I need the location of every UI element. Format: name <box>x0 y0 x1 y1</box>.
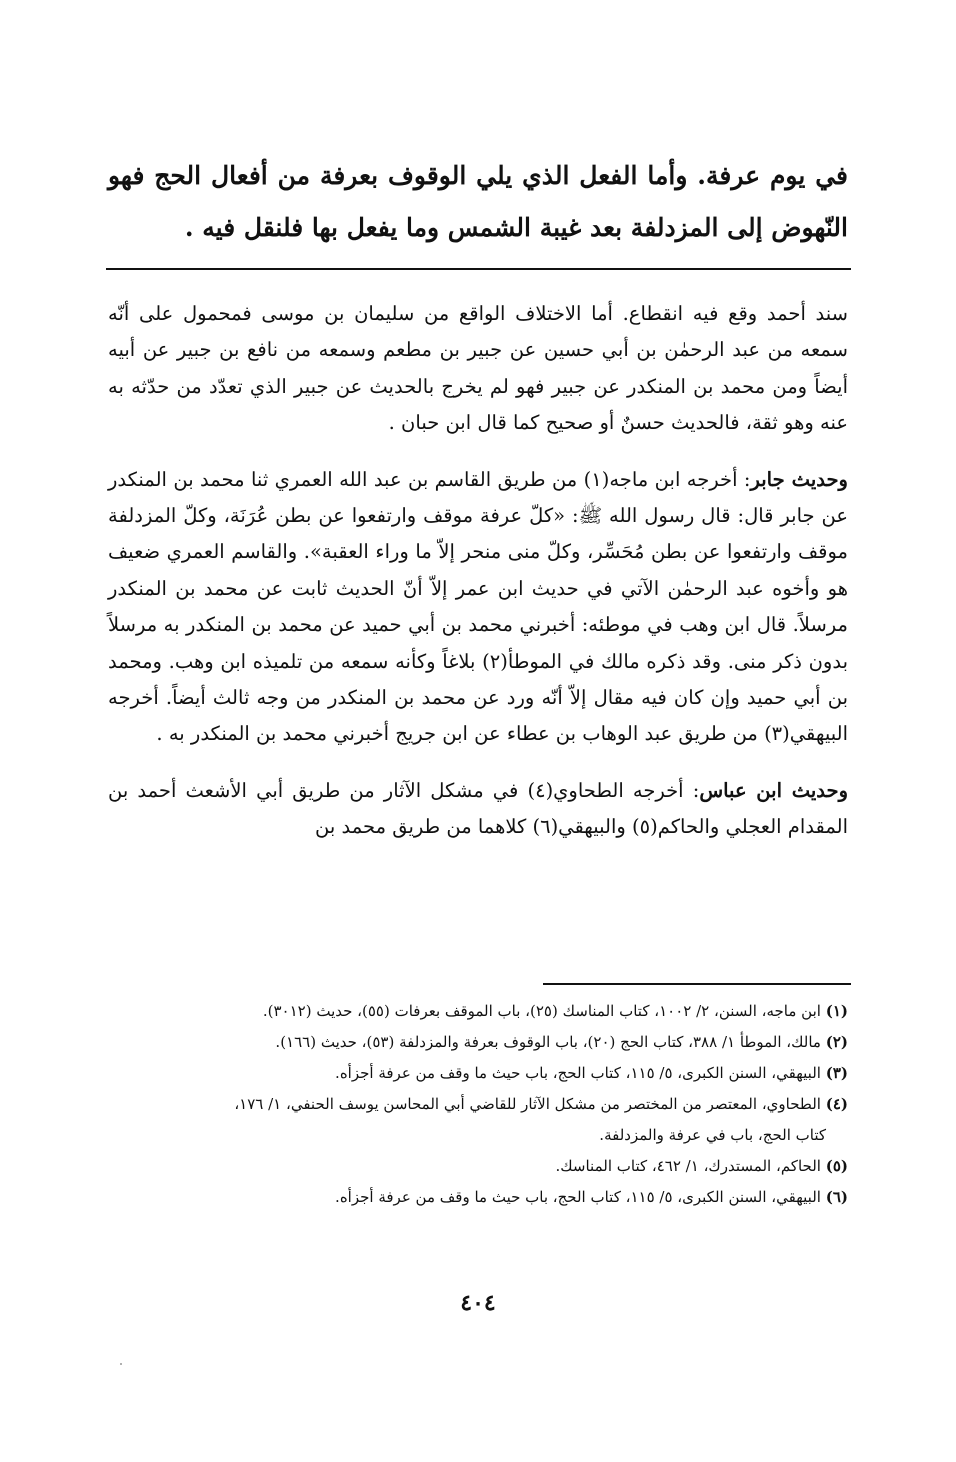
footnote-item <box>108 1182 848 1213</box>
paragraph-sanad-ahmad: سند أحمد وقع فيه انقطاع. أما الاختلاف الواقع من سليمان بن موسى فمحمول على أنّه سمعه من عبد الرحمٰن بن أبي حسين عن جبير بن مطعم وسمعه من نافع بن جبير عن أبيه أيضاً ومن محمد بن المنكدر عن جبير فهو لم يخرج بالحديث عن جبير الذي تعدّد من حدّثه به عنه وهو ثقة، فالحديث حسنٌ أو صحيح كما قال ابن حبان . <box>108 302 848 435</box>
footnote-number: (١) <box>825 1002 848 1020</box>
footnote-number: (٥) <box>825 1157 848 1175</box>
footnote-number: (٦) <box>825 1188 848 1206</box>
hadith-jabir-heading: وحديث جابر <box>750 467 848 491</box>
footnote-item <box>108 1089 848 1151</box>
scan-speck <box>120 1363 122 1365</box>
page-number: ٤٠٤ <box>460 1290 496 1316</box>
paragraph-hadith-jabir <box>108 462 848 753</box>
footnote-text: ابن ماجه، السنن، ٢/ ١٠٠٢، كتاب المناسك (٢٥)، باب الموقف بعرفات (٥٥)، حديث (٣٠١٢). <box>262 1002 821 1020</box>
hadith-ibn-abbas-text: : أخرجه الطحاوي(٤) في مشكل الآثار من طريق أبي الأشعث أحمد بن المقدام العجلي والحاكم(٥) والبيهقي(٦) كلاهما من طريق محمد بن <box>108 778 848 839</box>
footnote-text: البيهقي، السنن الكبرى، ٥/ ١١٥، كتاب الحج، باب حيث ما وقف من عرفة أجزأه. <box>335 1188 821 1206</box>
commentary-body <box>108 296 848 866</box>
hadith-jabir-text: : أخرجه ابن ماجه(١) من طريق القاسم بن عبد الله العمري ثنا محمد بن المنكدر عن جابر قال: قال رسول الله ﷺ: «كلّ عرفة موقف وارتفعوا عن بطن عُرَنَة، وكلّ المزدلفة موقف وارتفعوا عن بطن مُحَسِّر، وكلّ منى منحر إلاّ ما وراء العقبة». والقاسم العمري ضعيف هو وأخوه عبد الرحمٰن الآتي في حديث ابن عمر إلاّ أنّ الحديث ثابت عن محمد بن المنكدر مرسلاً. قال ابن وهب في موطئه: أخبرني محمد بن أبي حميد عن محمد بن المنكدر به مرسلاً بدون ذكر منى. وقد ذكره مالك في الموطأ(٢) بلاغاً وكأنه سمعه من تلميذه ابن وهب. ومحمد بن أبي حميد وإن كان فيه مقال إلاّ أنّه ورد عن محمد بن المنكدر من وجه ثالث أيضاً. أخرجه البيهقي(٣) من طريق عبد الوهاب بن عطاء عن ابن جريج أخبرني محمد بن المنكدر به . <box>108 467 849 746</box>
footnote-item <box>108 1058 848 1089</box>
footnote-text: البيهقي، السنن الكبرى، ٥/ ١١٥، كتاب الحج، باب حيث ما وقف من عرفة أجزأه. <box>335 1064 821 1082</box>
footnote-text: الطحاوي، المعتصر من المختصر من مشكل الآثار للقاضي أبي المحاسن يوسف الحنفي، ١/ ١٧٦، <box>234 1095 821 1113</box>
footnote-item <box>108 1151 848 1182</box>
footnote-number: (٤) <box>825 1095 848 1113</box>
footnote-item <box>108 1027 848 1058</box>
top-paragraph: في يوم عرفة. وأما الفعل الذي يلي الوقوف بعرفة من أفعال الحج فهو النّهوض إلى المزدلفة بعد غيبة الشمس وما يفعل بها فلنقل فيه . <box>108 161 848 242</box>
footnote-continuation: كتاب الحج، باب في عرفة والمزدلفة. <box>599 1126 826 1144</box>
footnote-separator-rule <box>543 983 851 985</box>
footnote-number: (٢) <box>825 1033 848 1051</box>
footnote-text: مالك، الموطأ ١/ ٣٨٨، كتاب الحج (٢٠)، باب الوقوف بعرفة والمزدلفة (٥٣)، حديث (١٦٦). <box>275 1033 821 1051</box>
paragraph-hadith-ibn-abbas <box>108 773 848 846</box>
hadith-ibn-abbas-heading: وحديث ابن عباس <box>699 778 848 802</box>
footnote-text: الحاكم، المستدرك، ١/ ٤٦٢، كتاب المناسك. <box>555 1157 821 1175</box>
footnote-number: (٣) <box>825 1064 848 1082</box>
top-separator-rule <box>106 268 851 270</box>
footnote-item <box>108 996 848 1027</box>
footnotes-list <box>108 996 848 1213</box>
